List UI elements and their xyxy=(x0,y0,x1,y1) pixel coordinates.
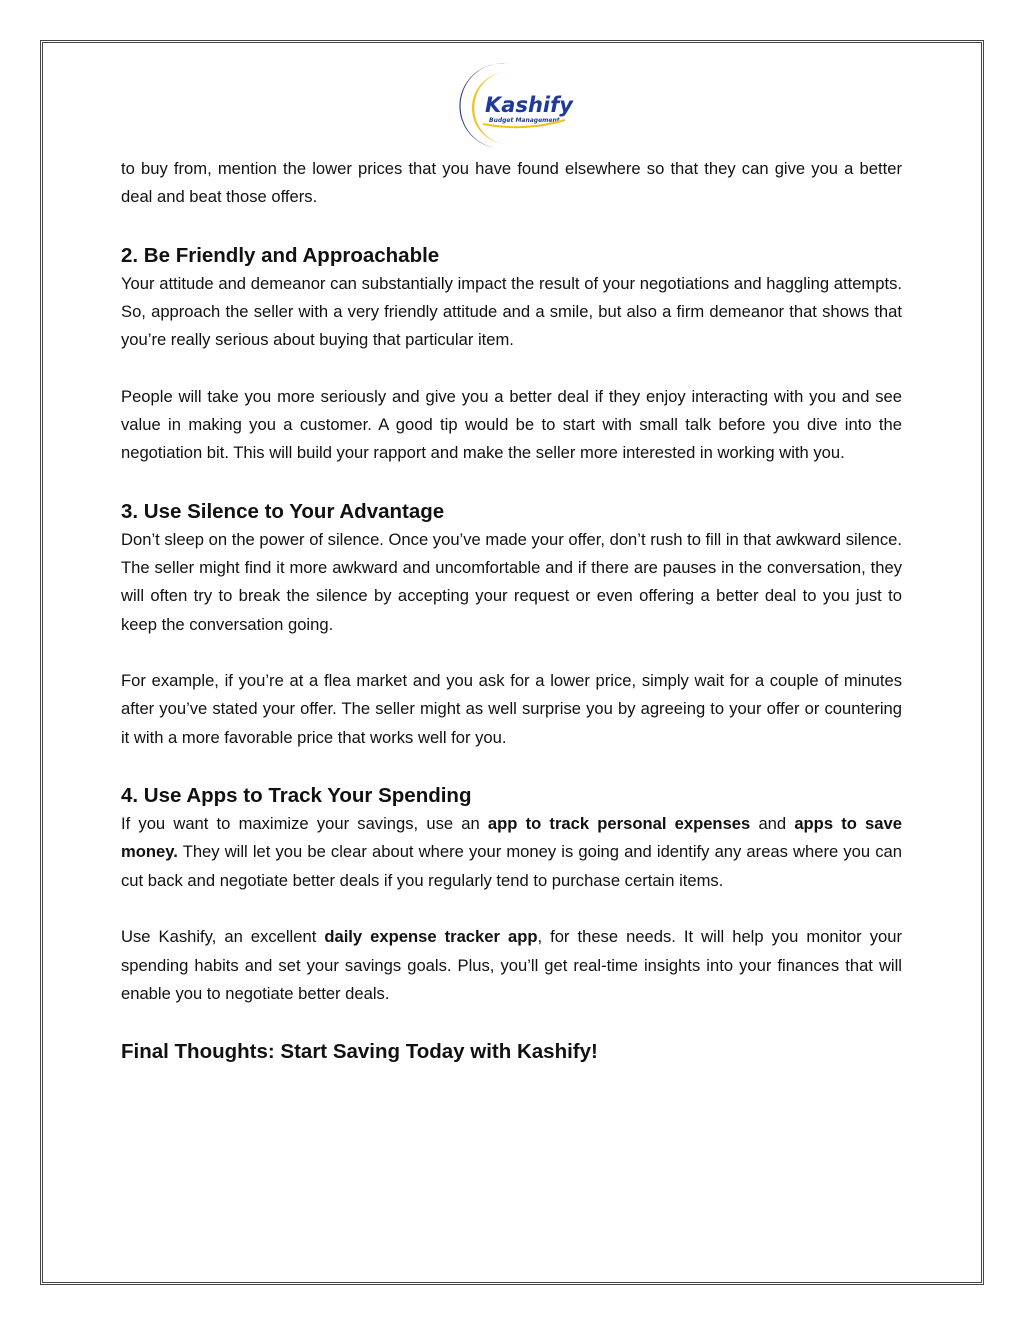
section-3-paragraph-1: Don’t sleep on the power of silence. Once you’ve made your offer, don’t rush to fill in that awkward silence. The seller might find it more awkward and uncomfortable and if there are pauses in the conversation, they will often try to break the silence by accepting your request or even offering a better deal to you just to keep the conversation going. xyxy=(121,529,902,634)
kashify-logo-icon xyxy=(455,58,575,154)
section-2-paragraph-2: People will take you more seriously and give you a better deal if they enjoy interacting with you and see value in making you a customer. A good tip would be to start with small talk before you dive into the negotiation bit. This will build your rapport and make the seller more interested in working with you. xyxy=(121,386,902,463)
document-body xyxy=(121,155,902,1066)
text-run: If you want to maximize your savings, use an xyxy=(121,814,488,834)
intro-paragraph: to buy from, mention the lower prices that you have found elsewhere so that they can give you a better deal and beat those offers. xyxy=(121,159,902,207)
text-run: Use Kashify, an excellent xyxy=(121,927,325,947)
text-run: , for these needs. It will help you monitor your spending habits and set your savings goals. Plus, you’ll get real-time insights into your finances that will enable you to negotiate better deals. xyxy=(121,927,903,1003)
section-2-paragraph-1: Your attitude and demeanor can substantially impact the result of your negotiations and haggling attempts. So, approach the seller with a very friendly attitude and a smile, but also a firm demeanor that shows that you’re really serious about buying that particular item. xyxy=(121,273,902,350)
logo-tagline-text: Budget Management xyxy=(489,117,560,124)
bold-link-expense-tracker: daily expense tracker app xyxy=(324,927,538,947)
section-3-paragraph-2: For example, if you’re at a flea market and you ask for a lower price, simply wait for a couple of minutes after you’ve stated your offer. The seller might as well surprise you by agreeing to your offer or countering it with a more favorable price that works well for you. xyxy=(121,671,902,747)
section-3-heading: 3. Use Silence to Your Advantage xyxy=(121,499,445,523)
final-thoughts-heading: Final Thoughts: Start Saving Today with Kashify! xyxy=(121,1040,598,1064)
logo-brand-text: Kashify xyxy=(485,93,573,117)
section-4-paragraph-1 xyxy=(121,810,902,895)
section-4-paragraph-2 xyxy=(121,923,902,1008)
section-2-heading: 2. Be Friendly and Approachable xyxy=(121,243,440,267)
section-4-heading: 4. Use Apps to Track Your Spending xyxy=(121,784,472,808)
bold-link-save-money: apps to save money. xyxy=(121,814,902,862)
kashify-logo xyxy=(455,58,575,154)
text-run: They will let you be clear about where your money is going and identify any areas where you can cut back and negotiate better deals if you regularly tend to purchase certain items. xyxy=(121,842,902,890)
bold-link-track-expenses: app to track personal expenses xyxy=(487,814,751,834)
text-run: and xyxy=(750,814,795,834)
